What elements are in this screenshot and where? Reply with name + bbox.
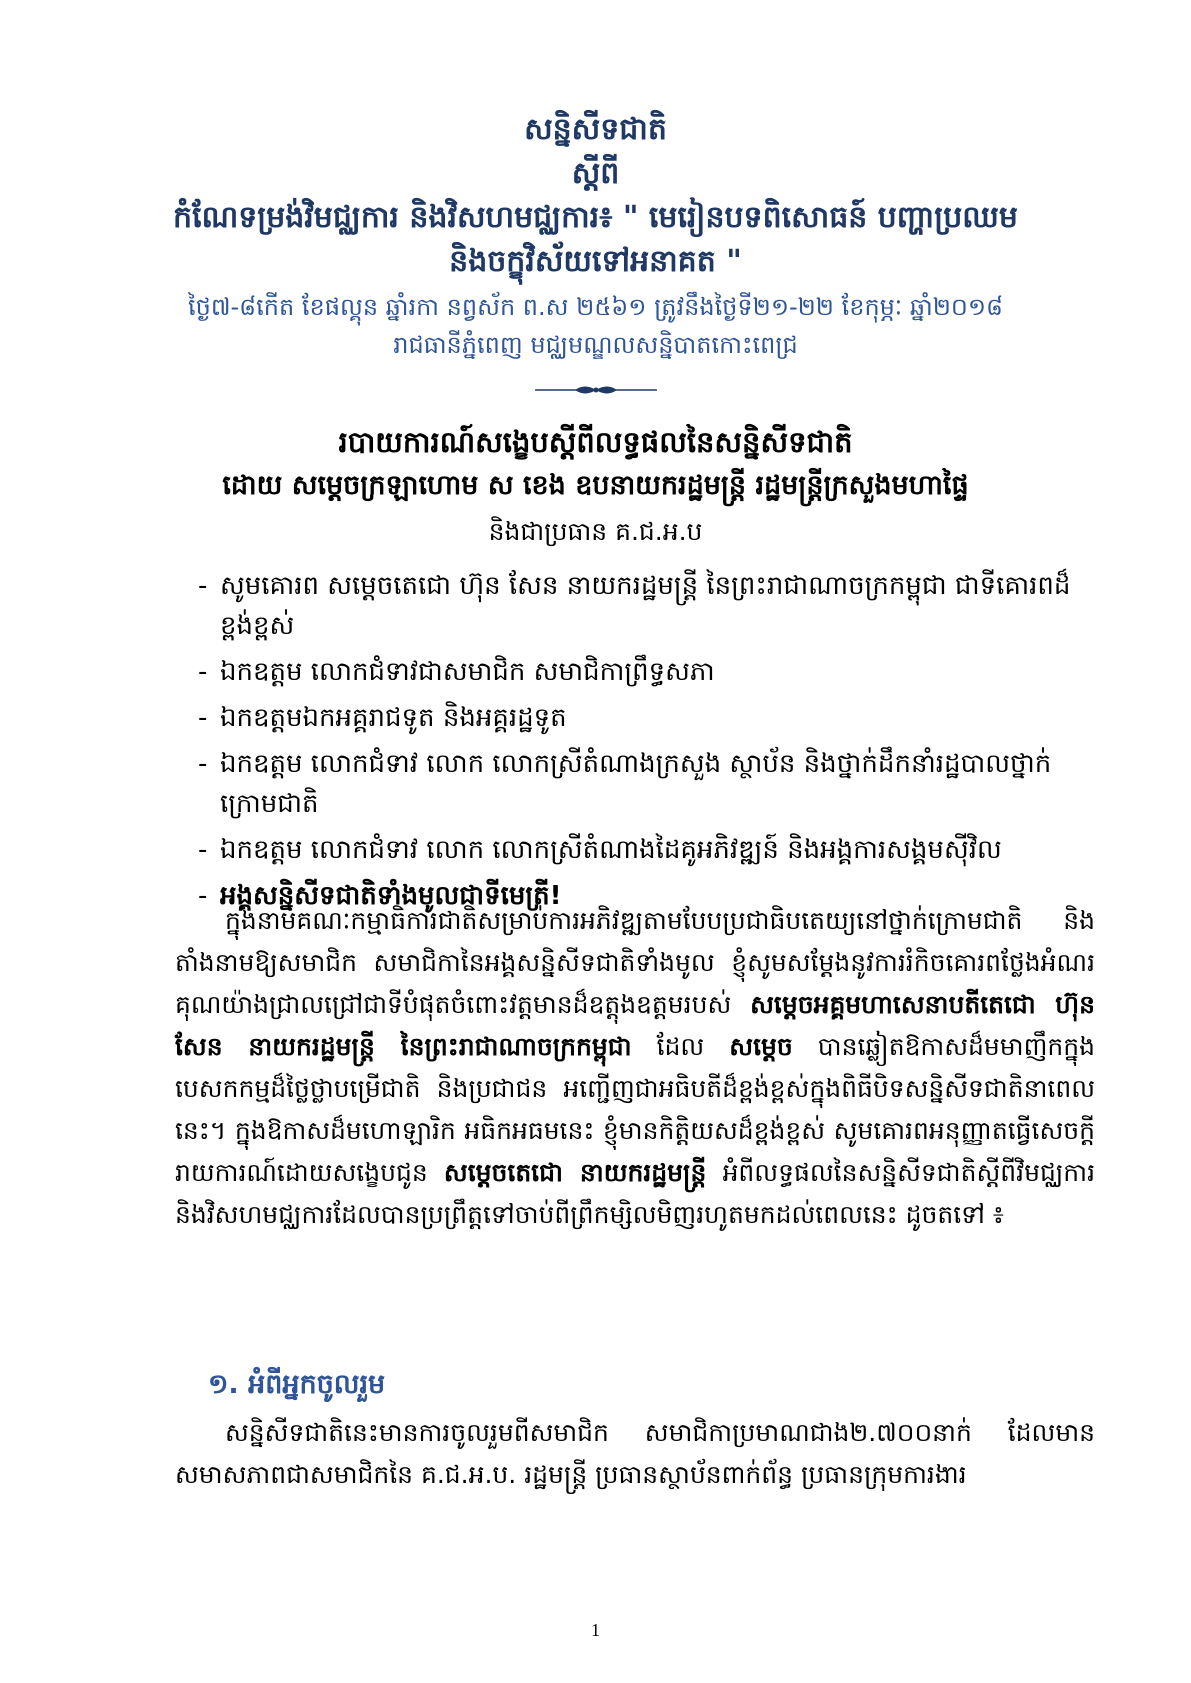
salutation-list [198, 566, 1098, 922]
list-item: - ឯកឧត្តម លោកជំទាវជាសមាជិក សមាជិកាព្រឹទ្ធសភា [198, 657, 715, 687]
divider-ornament-icon [535, 382, 657, 398]
conference-date: ថ្ងៃ៧-៨កើត ខែផល្គុន ឆ្នាំរកា នព្វស័ក ព.ស ២៥៦១ ត្រូវនឹងថ្ងៃទី២១-២២ ខែកុម្ភៈ ឆ្នាំ២០១៨ [187, 293, 1004, 321]
report-title: របាយការណ៍សង្ខេបស្តីពីលទ្ធផលនៃសន្និសីទជាតិ [338, 425, 853, 459]
presenter-name: សម្តេចក្រឡាហោម ស ខេង [291, 470, 566, 501]
emphasis-title: សម្តេច [729, 1032, 793, 1061]
conference-about: ស្តីពី [571, 156, 620, 191]
list-item: - ឯកឧត្តម លោកជំទាវ លោក លោកស្រីតំណាងដៃគូអភិវឌ្ឍន៍ និងអង្គការសង្គមស៊ីវិល [198, 835, 1002, 865]
body-paragraph: ក្នុងនាមគណៈកម្មាធិការជាតិសម្រាប់ការអភិវឌ្ឍតាមបែបប្រជាធិបតេយ្យនៅថ្នាក់ក្រោមជាតិ និងតាំងនាមឱ្យសមាជិក សមាជិកានៃអង្គសន្និសីទជាតិទាំងមូល ខ្ញុំសូមសម្តែងនូវការរំកិចគោរពថ្លែងអំណរគុណយ៉ាងជ្រាលជ្រៅជាទីបំផុតចំពោះវត្តមានដ៏ឧត្តុងឧត្តមរបស់ សម្តេចអគ្គមហាសេនាបតីតេជោ ហ៊ុន សែន នាយករដ្ឋមន្ត្រី នៃព្រះរាជាណាចក្រកម្ពុជា ដែល សម្តេច បានឆ្លៀតឱកាសដ៏មមាញឹកក្នុងបេសកកម្មដ៏ថ្លៃថ្លាបម្រើជាតិ និងប្រជាជន អញ្ជើញជាអធិបតីដ៏ខ្ពង់ខ្ពស់ក្នុងពិធីបិទសន្និសីទជាតិនាពេលនេះ។ ក្នុងឱកាសដ៏មហោឡារិក អធិកអធមនេះ ខ្ញុំមានកិត្តិយសដ៏ខ្ពង់ខ្ពស់ សូមគោរពអនុញ្ញាតធ្វើសេចក្តីរាយការណ៍ដោយសង្ខេបជូន សម្តេចតេជោ នាយករដ្ឋមន្ត្រី អំពីលទ្ធផលនៃសន្និសីទជាតិស្តីពីវិមជ្ឈការ និងវិសហមជ្ឈការដែលបានប្រព្រឹត្តទៅចាប់ពីព្រឹកម្សិលមិញរហូតមកដល់ពេលនេះ ដូចតទៅ ៖ [175, 906, 1096, 1229]
report-presenter [0, 464, 1191, 508]
emphasis-pm: សម្តេចតេជោ នាយករដ្ឋមន្ត្រី [443, 1158, 707, 1187]
emphasis-name: សម្តេចអគ្គមហាសេនាបតីតេជោ ហ៊ុន សែន នាយករដ្ឋមន្ត្រី នៃព្រះរាជាណាចក្រកម្ពុជា [175, 990, 1095, 1061]
list-item: - ឯកឧត្តមឯកអគ្គរាជទូត និងអគ្គរដ្ឋទូត [198, 703, 567, 733]
conference-title: សន្និសីទជាតិ [524, 112, 667, 147]
section-heading: ១. អំពីអ្នកចូលរួម [208, 1369, 386, 1400]
section-paragraph: សន្និសីទជាតិនេះមានការចូលរួមពីសមាជិក សមាជិកាប្រមាណជាង២.៧០០នាក់ ដែលមានសមាសភាពជាសមាជិកនៃ គ.ជ.អ.ប. រដ្ឋមន្ត្រី ប្រធានស្ថាប័នពាក់ព័ន្ធ ប្រធានក្រុមការងារ [175, 1418, 1095, 1489]
list-item: - សូមគោរព សម្តេចតេជោ ហ៊ុន សែន នាយករដ្ឋមន្ត្រី នៃព្រះរាជាណាចក្រកម្ពុជា ជាទីគោរពដ៏ខ្ពង់ខ្ពស់ [198, 571, 1071, 641]
conference-venue: រាជធានីភ្នំពេញ មជ្ឈមណ្ឌលសន្និបាតកោះពេជ្រ [393, 331, 798, 359]
page-number: 1 [591, 1620, 600, 1640]
list-item: - អង្គសន្និសីទជាតិទាំងមូលជាទីមេត្រី! [198, 881, 562, 911]
presenter-title: ឧបនាយករដ្ឋមន្ត្រី រដ្ឋមន្ត្រីក្រសួងមហាផ្ទៃ [565, 470, 969, 501]
presenter-role: និងជាប្រធាន គ.ជ.អ.ប [488, 517, 703, 546]
list-item: - ឯកឧត្តម លោកជំទាវ លោក លោកស្រីតំណាងក្រសួង ស្ថាប័ន និងថ្នាក់ដឹកនាំរដ្ឋបាលថ្នាក់ក្រោមជាតិ [198, 749, 1052, 819]
conference-topic: កំណែទម្រង់វិមជ្ឈការ និងវិសហមជ្ឈការ៖ " មេរៀនបទពិសោធន៍ បញ្ហាប្រឈម និងចក្ខុវិស័យទៅអនាគត " [173, 200, 1018, 279]
presenter-prefix: ដោយ [222, 470, 292, 501]
